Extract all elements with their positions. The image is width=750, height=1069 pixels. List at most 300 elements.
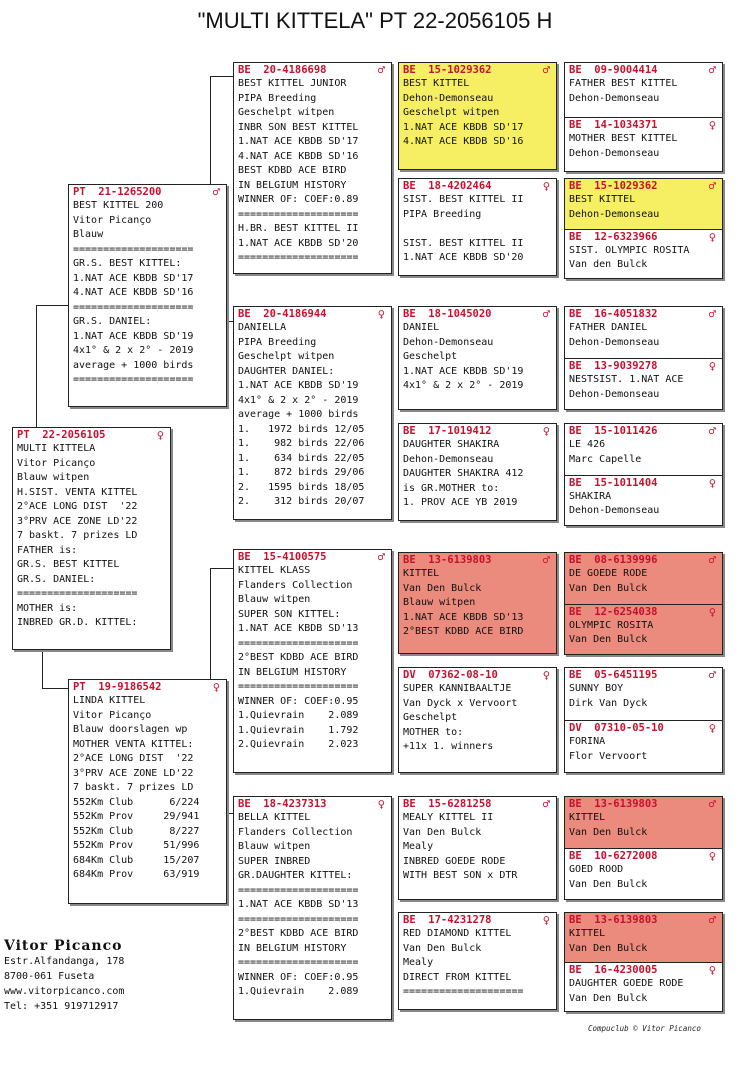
pigeon-entry xyxy=(565,63,722,117)
female-icon: ♀ xyxy=(542,179,550,193)
ring-number: BE 14-1034371 xyxy=(569,119,658,131)
female-icon: ♀ xyxy=(708,604,716,619)
female-icon: ♀ xyxy=(708,229,716,244)
pedigree-line: Vitor Picanço xyxy=(17,457,96,469)
ring-number: BE 20-4186698 xyxy=(238,64,327,76)
pedigree-line: MOTHER is: xyxy=(17,602,78,614)
pedigree-line: FATHER is: xyxy=(17,544,78,556)
female-icon: ♀ xyxy=(212,680,220,694)
pedigree-line: 4.NAT ACE KBDB SD'16 xyxy=(403,136,524,147)
pedigree-line: Van den Bulck xyxy=(569,259,648,270)
pedigree-line: 1.NAT ACE KBDB SD'17 xyxy=(238,136,359,147)
female-icon: ♀ xyxy=(708,118,716,132)
pedigree-line: 4.NAT ACE KBDB SD'16 xyxy=(73,287,194,298)
ring-number-header xyxy=(565,230,722,244)
pigeon-entry xyxy=(399,307,556,409)
ring-number: BE 13-9039278 xyxy=(569,360,658,372)
ring-number-header xyxy=(69,185,226,199)
pigeon-card-fm xyxy=(233,306,392,520)
pedigree-line: DANIEL xyxy=(403,322,440,333)
ring-number-header xyxy=(565,307,722,321)
pedigree-line: 684Km Prov 63/919 xyxy=(73,869,200,880)
female-icon: ♀ xyxy=(542,668,550,682)
pedigree-line: 1.NAT ACE KBDB SD'13 xyxy=(238,899,359,910)
pedigree-line: SUNNY BOY xyxy=(569,683,624,694)
pigeon-card-fmm xyxy=(398,423,557,521)
pedigree-line: PIPA Breeding xyxy=(403,208,482,220)
ring-number-header xyxy=(565,668,722,682)
pedigree-line: Van Den Bulck xyxy=(569,634,648,645)
owner-address: Estr.Alfandanga, 178 xyxy=(4,956,125,967)
pedigree-line: average + 1000 birds xyxy=(73,359,194,371)
pedigree-line: 1.NAT ACE KBDB SD'19 xyxy=(238,380,359,391)
pigeon-entry xyxy=(565,179,722,229)
pedigree-line: 4x1° & 2 x 2° - 2019 xyxy=(238,394,359,406)
pedigree-line: Van Den Bulck xyxy=(403,942,482,954)
pedigree-line: 2°BEST KDBD ACE BIRD xyxy=(238,652,359,663)
female-icon: ♀ xyxy=(542,913,550,927)
pedigree-line: Vitor Picanço xyxy=(73,709,152,721)
ring-number-header xyxy=(565,63,722,77)
pedigree-line: MEALY KITTEL II xyxy=(403,812,494,823)
pedigree-line: Geschelpt witpen xyxy=(238,107,335,118)
pedigree-line: ==================== xyxy=(238,957,359,968)
pedigree-line: ==================== xyxy=(73,301,194,313)
connector-line xyxy=(42,650,43,688)
pedigree-line: Dehon-Demonseau xyxy=(569,147,660,159)
ring-number: BE 05-6451195 xyxy=(569,669,658,681)
pigeon-entry xyxy=(565,358,722,409)
ring-number-header xyxy=(234,63,391,77)
pedigree-line: 4.NAT ACE KBDB SD'16 xyxy=(238,150,359,162)
pedigree-line: 2°ACE LONG DIST '22 xyxy=(17,501,138,512)
pedigree-line: FORINA xyxy=(569,736,606,747)
male-icon: ♂ xyxy=(377,550,385,564)
pedigree-line: KITTEL xyxy=(569,812,606,823)
female-icon: ♀ xyxy=(156,428,164,442)
ring-number: BE 13-6139803 xyxy=(569,798,658,810)
pedigree-line: 552Km Prov 51/996 xyxy=(73,840,200,851)
pigeon-entry xyxy=(69,185,226,406)
pigeon-card-father xyxy=(68,184,227,407)
pedigree-line: Van Dyck x Vervoort xyxy=(403,697,518,709)
ring-number: BE 16-4230005 xyxy=(569,964,658,976)
pedigree-line: average + 1000 birds xyxy=(238,409,359,420)
ring-number: DV 07310-05-10 xyxy=(569,722,664,734)
ring-number-header xyxy=(565,179,722,193)
pedigree-line: MOTHER VENTA KITTEL: xyxy=(73,738,194,750)
pedigree-line: ==================== xyxy=(238,884,359,896)
pedigree-line: 1. 872 birds 29/06 xyxy=(238,467,365,478)
pedigree-line: Geschelpt xyxy=(403,712,458,723)
pigeon-entry xyxy=(565,913,722,962)
pedigree-line: OLYMPIC ROSITA xyxy=(569,619,654,631)
pigeon-entry xyxy=(399,913,556,1009)
pedigree-line: DANIELLA xyxy=(238,322,287,333)
pigeon-entry xyxy=(399,668,556,772)
pedigree-line: Van Den Bulck xyxy=(403,826,482,838)
owner-info xyxy=(4,938,124,1014)
female-icon: ♀ xyxy=(708,721,716,735)
pigeon-entry xyxy=(234,550,391,772)
ring-number-header xyxy=(565,553,722,567)
ring-number-header xyxy=(234,307,391,321)
ring-number: BE 18-4237313 xyxy=(238,798,327,810)
pigeon-card-mother xyxy=(68,679,227,904)
pedigree-line: SIST. BEST KITTEL II xyxy=(403,194,524,205)
ring-number: BE 12-6323966 xyxy=(569,230,658,243)
pedigree-line: ==================== xyxy=(238,913,359,925)
pedigree-line: Dehon-Demonseau xyxy=(569,208,660,220)
ring-number-header xyxy=(234,550,391,564)
pedigree-line: H.SIST. VENTA KITTEL xyxy=(17,486,138,498)
male-icon: ♂ xyxy=(708,307,716,321)
male-icon: ♂ xyxy=(708,179,716,193)
pedigree-line: Dehon-Demonseau xyxy=(569,92,660,104)
pigeon-card-fff xyxy=(398,62,557,170)
pedigree-line: 1. 634 birds 22/05 xyxy=(238,452,365,464)
ring-number-header xyxy=(565,913,722,927)
pigeon-card-g6 xyxy=(564,667,723,773)
pigeon-entry xyxy=(399,424,556,520)
pedigree-line: INBRED GOEDE RODE xyxy=(403,855,506,867)
ring-number: BE 08-6139996 xyxy=(569,554,658,566)
pedigree-line: 2.Quievrain 2.023 xyxy=(238,739,359,750)
pedigree-line: 7 baskt. 7 prizes LD xyxy=(73,782,194,793)
male-icon: ♂ xyxy=(212,185,220,199)
pedigree-line: 1.NAT ACE KBDB SD'17 xyxy=(403,121,524,133)
pedigree-line: ==================== xyxy=(238,252,359,263)
pigeon-card-g2 xyxy=(564,178,723,279)
female-icon: ♀ xyxy=(708,359,716,373)
pigeon-entry xyxy=(565,307,722,358)
owner-website[interactable]: www.vitorpicanco.com xyxy=(4,986,125,997)
pedigree-line: Dehon-Demonseau xyxy=(569,388,660,400)
ring-number-header xyxy=(234,797,391,811)
ring-number-header xyxy=(565,605,722,619)
pedigree-line: Van Den Bulck xyxy=(569,582,648,594)
ring-number-header xyxy=(565,721,722,735)
pigeon-card-mff xyxy=(398,552,557,654)
male-icon: ♂ xyxy=(542,553,550,567)
ring-number: BE 15-1011426 xyxy=(569,425,658,437)
pedigree-line: 684Km Club 15/207 xyxy=(73,854,200,866)
pedigree-line: DAUGHTER GOEDE RODE xyxy=(569,978,684,989)
pedigree-line: 1.NAT ACE KBDB SD'20 xyxy=(403,252,524,263)
male-icon: ♂ xyxy=(377,63,385,77)
pedigree-line: Mealy xyxy=(403,957,434,968)
ring-number: PT 22-2056105 xyxy=(17,429,106,441)
ring-number-header xyxy=(565,424,722,438)
pedigree-line: Van Den Bulck xyxy=(569,942,648,954)
pedigree-line: 3°PRV ACE ZONE LD'22 xyxy=(73,767,194,779)
female-icon: ♀ xyxy=(377,307,385,321)
pedigree-line: IN BELGIUM HISTORY xyxy=(238,942,347,954)
ring-number: BE 17-4231278 xyxy=(403,914,492,926)
female-icon: ♀ xyxy=(708,475,716,490)
pedigree-line: GR.DAUGHTER KITTEL: xyxy=(238,870,353,881)
ring-number-header xyxy=(13,428,170,442)
pedigree-line: SUPER SON KITTEL: xyxy=(238,608,341,620)
ring-number-header xyxy=(565,849,722,863)
pedigree-line: Mealy xyxy=(403,841,434,852)
pedigree-line: 2. 312 birds 20/07 xyxy=(238,496,365,507)
female-icon: ♀ xyxy=(708,849,716,863)
ring-number: BE 15-1029362 xyxy=(569,180,658,192)
ring-number: BE 13-6139803 xyxy=(569,914,658,926)
pedigree-line: WINNER OF: COEF:0.89 xyxy=(238,194,359,205)
pedigree-line: DIRECT FROM KITTEL xyxy=(403,971,512,983)
pedigree-line: DE GOEDE RODE xyxy=(569,568,648,579)
pedigree-line: ==================== xyxy=(403,986,524,997)
pedigree-line: GR.S. DANIEL: xyxy=(73,316,152,327)
female-icon: ♀ xyxy=(708,963,716,977)
pigeon-entry xyxy=(565,720,722,772)
pedigree-line: Flanders Collection xyxy=(238,579,353,591)
female-icon: ♀ xyxy=(377,797,385,811)
pigeon-card-mmf xyxy=(398,796,557,900)
pedigree-line: BELLA KITTEL xyxy=(238,812,311,823)
pedigree-line: Blauw witpen xyxy=(238,841,311,852)
ring-number-header xyxy=(399,307,556,321)
ring-number: BE 18-1045020 xyxy=(403,308,492,320)
pedigree-line: Dehon-Demonseau xyxy=(403,336,494,348)
ring-number: PT 19-9186542 xyxy=(73,681,162,693)
pedigree-line: SUPER KANNIBAALTJE xyxy=(403,683,512,694)
pedigree-line: 1.NAT ACE KBDB SD'20 xyxy=(238,237,359,249)
pedigree-line: Dehon-Demonseau xyxy=(403,92,494,104)
pigeon-entry xyxy=(234,63,391,273)
pigeon-card-subject xyxy=(12,427,171,650)
pedigree-line: DAUGHTER DANIEL: xyxy=(238,365,335,377)
pedigree-line: DAUGHTER SHAKIRA xyxy=(403,439,500,450)
pedigree-line: PIPA Breeding xyxy=(238,92,317,104)
pedigree-line: Blauw witpen xyxy=(238,594,311,605)
ring-number-header xyxy=(399,797,556,811)
pedigree-line: ==================== xyxy=(238,681,359,692)
pedigree-line xyxy=(399,222,556,237)
pedigree-line: +11x 1. winners xyxy=(403,741,494,752)
pigeon-card-mfm xyxy=(398,667,557,773)
pedigree-line: GR.S. BEST KITTEL: xyxy=(73,258,182,269)
pigeon-card-fmf xyxy=(398,306,557,410)
pedigree-line: SIST. BEST KITTEL II xyxy=(403,237,524,249)
pedigree-line: 4x1° & 2 x 2° - 2019 xyxy=(403,380,524,391)
ring-number-header xyxy=(565,476,722,490)
pedigree-line: 1. 1972 birds 12/05 xyxy=(238,423,365,435)
pigeon-entry xyxy=(565,668,722,720)
pedigree-line: 1.NAT ACE KBDB SD'17 xyxy=(73,272,194,284)
pigeon-entry xyxy=(399,63,556,169)
pigeon-entry xyxy=(399,179,556,275)
pedigree-line: Marc Capelle xyxy=(569,453,642,465)
pedigree-line: 1.NAT ACE KBDB SD'13 xyxy=(403,611,524,623)
pedigree-line: PIPA Breeding xyxy=(238,336,317,348)
ring-number-header xyxy=(399,668,556,682)
pedigree-line: Blauw witpen xyxy=(17,472,90,483)
pedigree-line: BEST KITTEL JUNIOR xyxy=(238,78,347,89)
pigeon-card-g1 xyxy=(564,62,723,172)
male-icon: ♂ xyxy=(708,553,716,567)
ring-number: BE 12-6254038 xyxy=(569,605,658,618)
ring-number-header xyxy=(399,63,556,77)
pigeon-card-mmm xyxy=(398,912,557,1010)
pedigree-line: ==================== xyxy=(238,637,359,649)
pedigree-line: FATHER BEST KITTEL xyxy=(569,78,678,89)
pigeon-card-ff xyxy=(233,62,392,274)
pedigree-line: MOTHER BEST KITTEL xyxy=(569,133,678,144)
ring-number: BE 10-6272008 xyxy=(569,850,658,862)
pedigree-line: WINNER OF: COEF:0.95 xyxy=(238,971,359,983)
page-title: "MULTI KITTELA" PT 22-2056105 H xyxy=(197,8,553,33)
connector-line xyxy=(210,76,233,77)
pedigree-line: GOED ROOD xyxy=(569,864,624,875)
pedigree-line: ==================== xyxy=(73,374,194,385)
pedigree-line: ==================== xyxy=(73,243,194,255)
pigeon-entry xyxy=(13,428,170,649)
ring-number: BE 18-4202464 xyxy=(403,180,492,192)
pedigree-line: INBR SON BEST KITTEL xyxy=(238,121,359,133)
pedigree-line: Flor Vervoort xyxy=(569,750,648,762)
ring-number-header xyxy=(399,424,556,438)
pigeon-entry xyxy=(565,475,722,526)
pedigree-line: SIST. OLYMPIC ROSITA xyxy=(569,244,690,256)
ring-number: PT 21-1265200 xyxy=(73,186,162,198)
pigeon-entry xyxy=(565,424,722,475)
pigeon-entry xyxy=(234,797,391,1019)
male-icon: ♂ xyxy=(542,307,550,321)
pedigree-line: SUPER INBRED xyxy=(238,855,311,867)
connector-line xyxy=(36,305,68,306)
owner-postal: 8700-061 Fuseta xyxy=(4,971,95,982)
footer-credit: Compuclub © Vitor Picanco xyxy=(588,1024,701,1033)
pedigree-line: IN BELGIUM HISTORY xyxy=(238,179,347,191)
pedigree-line: 1.NAT ACE KBDB SD'13 xyxy=(238,623,359,634)
pedigree-line: 1.NAT ACE KBDB SD'19 xyxy=(73,330,194,342)
pedigree-line: Van Den Bulck xyxy=(569,826,648,838)
pigeon-entry xyxy=(565,848,722,899)
pedigree-line: KITTEL KLASS xyxy=(238,565,311,576)
ring-number-header xyxy=(399,913,556,927)
ring-number-header xyxy=(399,553,556,567)
pedigree-line: 1.Quievrain 1.792 xyxy=(238,724,359,736)
male-icon: ♂ xyxy=(708,797,716,811)
pedigree-line: BEST KDBD ACE BIRD xyxy=(238,165,347,176)
owner-name: Vitor Picanco xyxy=(4,938,123,954)
female-icon: ♀ xyxy=(542,424,550,438)
pedigree-line: LE 426 xyxy=(569,439,606,450)
pedigree-line: BEST KITTEL 200 xyxy=(73,200,164,211)
pedigree-line: BEST KITTEL xyxy=(569,194,636,205)
connector-line xyxy=(36,305,37,428)
male-icon: ♂ xyxy=(708,424,716,438)
ring-number-header xyxy=(399,179,556,193)
pedigree-line: Dehon-Demonseau xyxy=(569,505,660,516)
male-icon: ♂ xyxy=(542,63,550,77)
pigeon-card-g8 xyxy=(564,912,723,1012)
pedigree-line: Geschelpt xyxy=(403,351,458,362)
pedigree-line: Dehon-Demonseau xyxy=(569,336,660,348)
ring-number: DV 07362-08-10 xyxy=(403,669,498,681)
pigeon-card-g5 xyxy=(564,552,723,655)
connector-line xyxy=(210,568,233,569)
pedigree-line: ==================== xyxy=(238,208,359,220)
pedigree-line: 2°BEST KDBD ACE BIRD xyxy=(403,626,524,637)
pedigree-line: Geschelpt witpen xyxy=(238,351,335,362)
pigeon-card-mf xyxy=(233,549,392,773)
pigeon-card-mm xyxy=(233,796,392,1020)
pedigree-line: RED DIAMOND KITTEL xyxy=(403,928,512,939)
pedigree-line: 1.NAT ACE KBDB SD'19 xyxy=(403,365,524,377)
pedigree-line: 2°BEST KDBD ACE BIRD xyxy=(238,928,359,939)
pedigree-line: GR.S. BEST KITTEL xyxy=(17,559,120,570)
ring-number-header xyxy=(565,963,722,977)
pigeon-entry xyxy=(565,962,722,1011)
pedigree-line: NESTSIST. 1.NAT ACE xyxy=(569,374,684,385)
pedigree-line: Vitor Picanço xyxy=(73,214,152,226)
pedigree-line: Blauw witpen xyxy=(403,597,476,608)
pedigree-line: LINDA KITTEL xyxy=(73,695,146,706)
pigeon-entry xyxy=(565,229,722,279)
ring-number: BE 09-9004414 xyxy=(569,64,658,76)
pedigree-line: 1.Quievrain 2.089 xyxy=(238,710,359,721)
pedigree-line: MOTHER to: xyxy=(403,726,464,738)
pedigree-line: ==================== xyxy=(17,588,138,599)
pedigree-line: 7 baskt. 7 prizes LD xyxy=(17,530,138,541)
male-icon: ♂ xyxy=(542,797,550,811)
pigeon-entry xyxy=(565,117,722,171)
ring-number: BE 15-4100575 xyxy=(238,551,327,563)
pedigree-line: Blauw doorslagen wp xyxy=(73,724,188,735)
ring-number: BE 15-6281258 xyxy=(403,798,492,810)
pigeon-entry xyxy=(399,797,556,899)
pedigree-line: H.BR. BEST KITTEL II xyxy=(238,223,359,234)
pigeon-entry xyxy=(234,307,391,519)
pedigree-line: Flanders Collection xyxy=(238,826,353,838)
pedigree-line: 2°ACE LONG DIST '22 xyxy=(73,753,194,764)
pedigree-line: Geschelpt witpen xyxy=(403,107,500,118)
male-icon: ♂ xyxy=(708,63,716,77)
pedigree-line: 552Km Club 6/224 xyxy=(73,796,200,808)
ring-number-header xyxy=(565,797,722,811)
pedigree-line: 552Km Club 8/227 xyxy=(73,825,200,837)
pedigree-line: WINNER OF: COEF:0.95 xyxy=(238,695,359,707)
pedigree-line: MULTI KITTELA xyxy=(17,443,96,454)
ring-number-header xyxy=(565,118,722,132)
pigeon-card-g3 xyxy=(564,306,723,410)
pedigree-line: Van Den Bulck xyxy=(569,878,648,890)
pedigree-line: Van Den Bulck xyxy=(569,992,648,1004)
pedigree-line: 4x1° & 2 x 2° - 2019 xyxy=(73,345,194,356)
ring-number: BE 13-6139803 xyxy=(403,554,492,566)
pedigree-line: KITTEL xyxy=(569,928,606,939)
pedigree-line: FATHER DANIEL xyxy=(569,322,648,333)
pigeon-entry xyxy=(565,797,722,848)
ring-number: BE 15-1011404 xyxy=(569,476,658,489)
pedigree-line: Blauw xyxy=(73,229,104,240)
pigeon-card-g7 xyxy=(564,796,723,900)
pedigree-line: 3°PRV ACE ZONE LD'22 xyxy=(17,515,138,527)
pedigree-line: Van Den Bulck xyxy=(403,582,482,594)
pedigree-line: Dehon-Demonseau xyxy=(403,453,494,465)
ring-number: BE 20-4186944 xyxy=(238,308,327,320)
pedigree-line: 1.Quievrain 2.089 xyxy=(238,986,359,997)
pedigree-line: Dirk Van Dyck xyxy=(569,697,648,709)
ring-number: BE 15-1029362 xyxy=(403,64,492,76)
male-icon: ♂ xyxy=(708,913,716,927)
pigeon-entry xyxy=(399,553,556,653)
pedigree-line: IN BELGIUM HISTORY xyxy=(238,666,347,678)
